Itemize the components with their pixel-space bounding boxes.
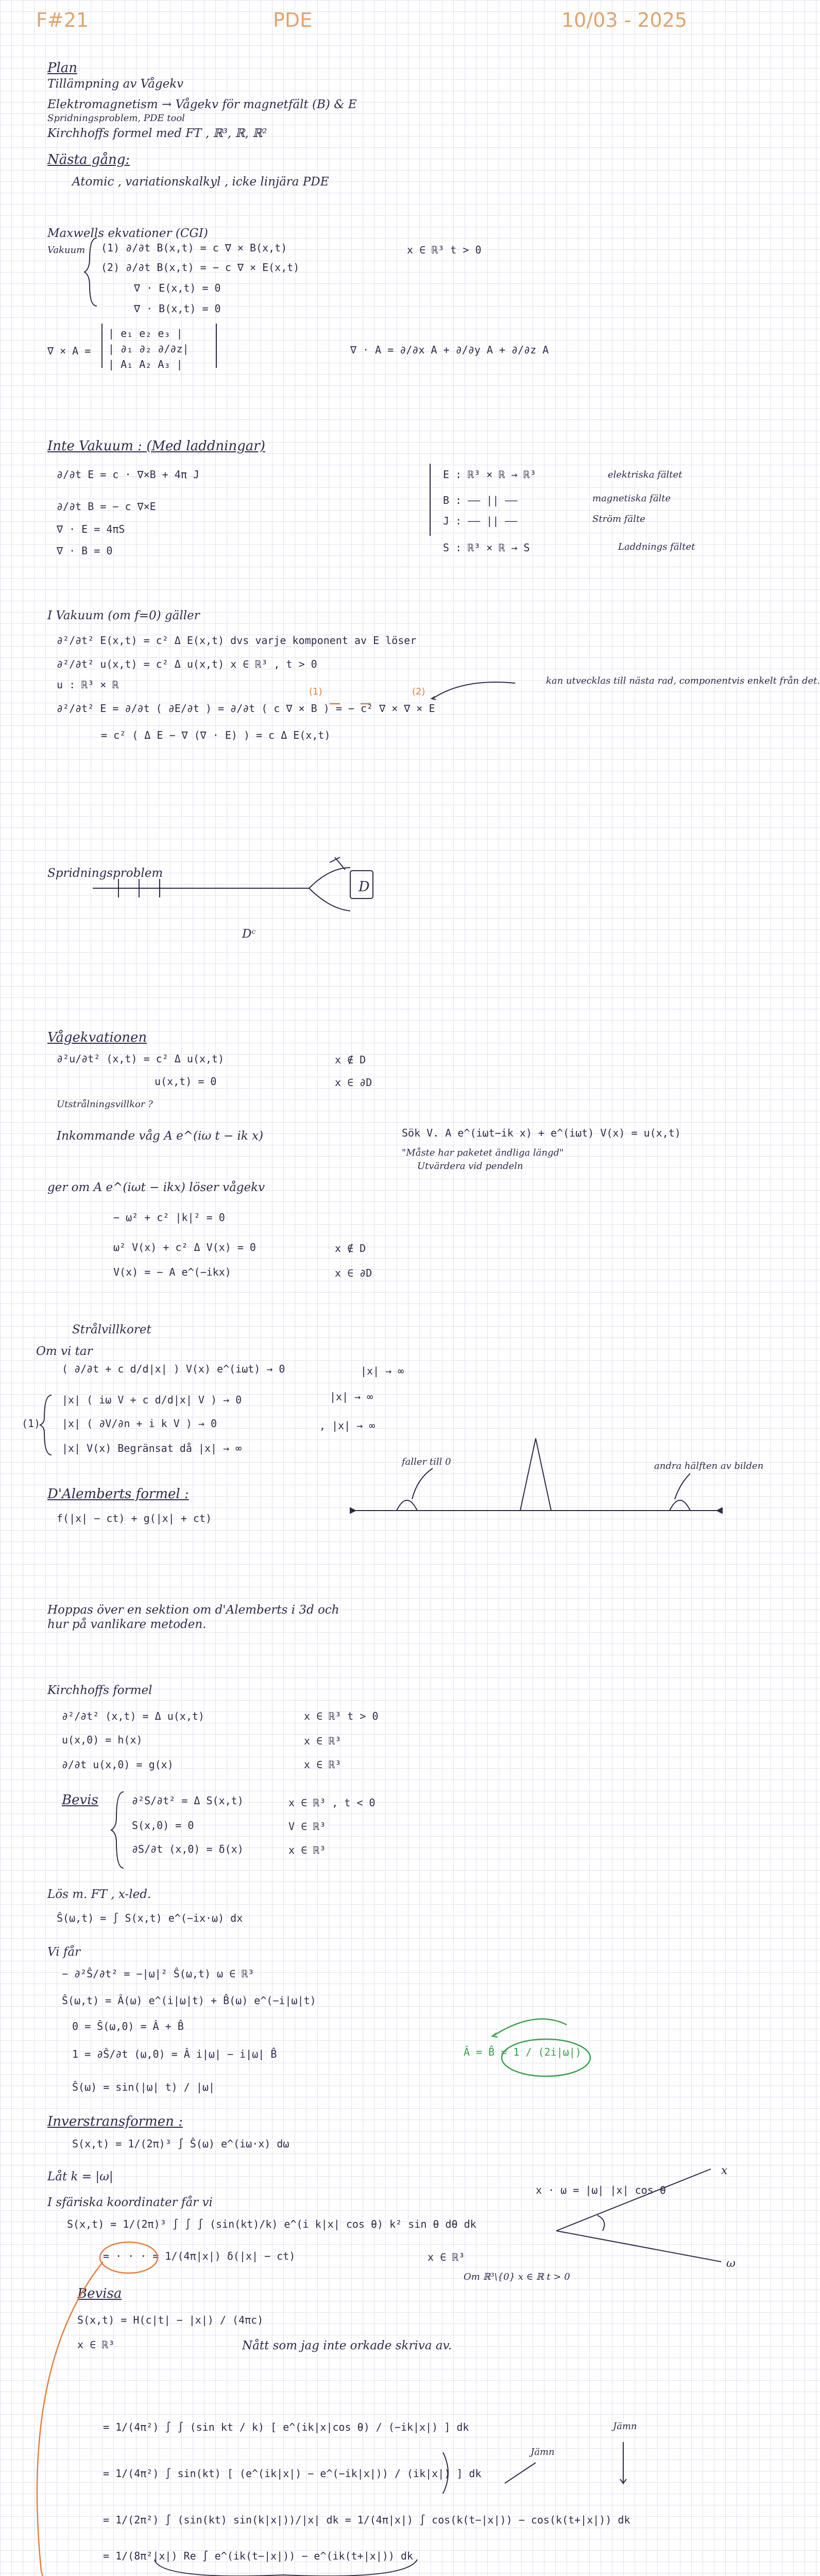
note-line: Utstrålningsvillkor ?: [57, 1099, 153, 1110]
note-line: Ström fälte: [592, 514, 645, 524]
note-line: ( ∂/∂t + c d/d|x| ) V(x) e^(iωt) → 0: [62, 1363, 285, 1375]
svg-text:(1): (1): [309, 686, 322, 697]
note-line: Om ℝ³\{0} x ∈ ℝ t > 0: [464, 2272, 570, 2282]
note-line: I sfäriska koordinater får vi: [47, 2196, 213, 2209]
note-line: Strålvillkoret: [72, 1323, 151, 1336]
note-line: |x| → ∞: [330, 1391, 373, 1403]
note-line: = 1/(4π²) ∫ ∫ (sin kt / k) [ e^(ik|x|cos θ) / (−ik|x|) ] dk: [103, 2421, 469, 2433]
note-line: = 1/(2π²) ∫ (sin(kt) sin(k|x|))/|x| dk = 1/(4π|x|) ∫ cos(k(t−|x|)) − cos(k(t+|x|)) dk: [103, 2514, 630, 2526]
note-line: Utvärdera vid pendeln: [417, 1161, 523, 1172]
note-line: − ∂²Ŝ/∂t² = −|ω|² Ŝ(ω,t) ω ∈ ℝ³: [62, 1968, 254, 1980]
note-line: Inte Vakuum : (Med laddningar): [47, 438, 265, 454]
note-line: Plan: [47, 60, 78, 76]
note-line: ∂S/∂t (x,0) = δ(x): [132, 1843, 244, 1855]
note-line: Inkommande våg A e^(iω t − ik x): [57, 1129, 264, 1143]
note-line: x ∈ ∂D: [335, 1076, 372, 1089]
note-line: 0 = Ŝ(ω,0) = Â + B̂: [72, 2020, 184, 2032]
note-line: Ŝ(ω,t) = Â(ω) e^(i|ω|t) + B̂(ω) e^(−i|ω|t): [62, 1994, 316, 2007]
header-left: F#21: [36, 9, 89, 31]
note-line: D: [358, 879, 370, 895]
note-line: S(x,0) = 0: [132, 1819, 194, 1832]
note-line: ∂²S/∂t² = Δ S(x,t): [132, 1794, 244, 1807]
note-line: ∇ · A = ∂/∂x A + ∂/∂y A + ∂/∂z A: [350, 344, 549, 356]
note-line: ∂/∂t E = c · ∇×B + 4π J: [57, 468, 199, 481]
note-line: ∇ · B = 0: [57, 545, 113, 557]
note-line: f(|x| − ct) + g(|x| + ct): [57, 1512, 212, 1524]
note-line: andra hälften av bilden: [654, 1461, 764, 1471]
note-line: x ∈ ∂D: [335, 1267, 372, 1279]
note-line: ∇ · E = 4πS: [57, 523, 125, 535]
orange-link-arrow: [37, 2262, 103, 2576]
note-line: Bevisa: [77, 2286, 122, 2301]
note-line: Laddnings fältet: [618, 541, 695, 552]
note-line: (2) ∂/∂t B(x,t) = − c ∇ × E(x,t): [101, 261, 300, 274]
note-line: x · ω = |ω| |x| cos θ: [536, 2184, 666, 2196]
note-line: S(x,t) = H(c|t| − |x|) / (4πc): [77, 2314, 264, 2326]
note-line: u(x,t) = 0: [155, 1075, 217, 1088]
header-date: 10/03 - 2025: [561, 9, 688, 31]
radiation-brace: [40, 1395, 52, 1455]
system-brace: [84, 238, 97, 306]
note-line: | A₁ A₂ A₃ |: [108, 358, 183, 370]
note-line: Vakuum: [47, 245, 86, 256]
note-line: | e₁ e₂ e₃ |: [108, 327, 183, 340]
note-line: D'Alemberts formel :: [47, 1486, 189, 1502]
note-line: kan utvecklas till nästa rad, componentvis enkelt från det.: [546, 675, 820, 686]
note-line: Låt k = |ω|: [47, 2170, 113, 2183]
note-line: Dᶜ: [242, 927, 256, 941]
note-line: |x| ( ∂V/∂n + i k V ) → 0: [62, 1417, 217, 1430]
note-line: Sök V. A e^(iωt−ik x) + e^(iωt) V(x) = u(x,t): [402, 1127, 681, 1139]
peak: [520, 1438, 551, 1511]
note-line: x ∉ D: [335, 1054, 366, 1066]
note-line: Jämn: [613, 2421, 637, 2432]
note-line: V(x) = − A e^(−ikx): [113, 1266, 231, 1278]
note-line: Â = B̂ = 1 / (2i|ω|): [464, 2046, 582, 2058]
note-line: = 1/(4π²) ∫ sin(kt) [ (e^(ik|x|) − e^(−ik|x|)) / (ik|x|) ] dk: [103, 2467, 482, 2480]
note-line: Vågekvationen: [47, 1030, 147, 1045]
note-line: Elektromagnetism → Vågekv för magnetfält (B) & E: [47, 98, 357, 111]
note-line: u(x,0) = h(x): [62, 1734, 143, 1746]
svg-text:x: x: [721, 2164, 728, 2177]
note-line: ∂²/∂t² u(x,t) = c² Δ u(x,t) x ∈ ℝ³ , t > 0: [57, 658, 317, 670]
note-line: x ∈ ℝ³: [304, 1758, 341, 1771]
note-line: Maxwells ekvationer (CGI): [47, 227, 208, 240]
note-line: ∇ · B(x,t) = 0: [134, 302, 221, 315]
note-line: x ∈ ℝ³: [428, 2251, 465, 2263]
note-line: Lös m. FT , x-led.: [47, 1888, 151, 1901]
note-line: Bevis: [62, 1792, 98, 1808]
note-line: Tillämpning av Vågekv: [47, 77, 184, 91]
svg-text:ω: ω: [726, 2257, 736, 2270]
note-line: ∂²u/∂t² (x,t) = c² Δ u(x,t): [57, 1053, 225, 1065]
note-line: |x| → ∞: [361, 1365, 404, 1377]
note-line: x ∈ ℝ³: [288, 1844, 326, 1856]
note-line: magnetiska fälte: [592, 493, 671, 504]
note-line: I Vakuum (om f=0) gäller: [47, 609, 200, 622]
note-line: ∂/∂t B = − c ∇×E: [57, 500, 156, 513]
note-line: hur på vanlikare metoden.: [47, 1618, 207, 1631]
note-line: ∂²/∂t² E(x,t) = c² Δ E(x,t) dvs varje komponent av E löser: [57, 634, 417, 647]
note-line: ∂²/∂t² (x,t) = Δ u(x,t): [62, 1710, 204, 1722]
note-line: "Måste har paketet ändliga längd": [402, 1147, 564, 1158]
wave-fronts: [118, 879, 160, 897]
note-line: S : ℝ³ × ℝ → S: [443, 541, 530, 554]
note-line: Ŝ(ω,t) = ∫ S(x,t) e^(−ix·ω) dx: [57, 1912, 243, 1924]
note-line: (1): [22, 1417, 41, 1430]
note-line: faller till 0: [402, 1456, 451, 1467]
note-line: Om vi tar: [36, 1345, 93, 1358]
note-line: (1) ∂/∂t B(x,t) = c ∇ × B(x,t): [101, 242, 287, 254]
note-line: x ∈ ℝ³ t > 0: [407, 244, 482, 256]
note-line: ger om A e^(iωt − ikx) löser vågekv: [47, 1181, 265, 1194]
note-line: ∇ × A =: [47, 345, 91, 357]
note-line: Ŝ(ω) = sin(|ω| t) / |ω|: [72, 2081, 215, 2093]
header-center: PDE: [273, 9, 313, 31]
note-line: ∂/∂t u(x,0) = g(x): [62, 1758, 174, 1771]
note-line: B : —— || ——: [443, 494, 518, 506]
note-line: S(x,t) = 1/(2π)³ ∫ Ŝ(ω) e^(iω·x) dω: [72, 2138, 289, 2150]
note-line: Kirchhoffs formel med FT , ℝ³, ℝ, ℝ²: [47, 127, 267, 140]
note-line: x ∈ ℝ³ , t < 0: [288, 1797, 375, 1809]
note-line: u : ℝ³ × ℝ: [57, 679, 119, 691]
note-line: Atomic , variationskalkyl , icke linjära PDE: [72, 175, 329, 189]
note-line: Spridningsproblem: [47, 867, 163, 880]
note-line: Inverstransformen :: [47, 2114, 183, 2129]
note-line: J : —— || ——: [443, 515, 518, 527]
note-line: = · · · = 1/(4π|x|) δ(|x| − ct): [103, 2250, 296, 2262]
note-line: Spridningsproblem, PDE tool: [47, 113, 185, 124]
svg-text:(2): (2): [412, 686, 425, 697]
note-line: = 1/(8π²|x|) Re ∫ e^(ik(t−|x|)) − e^(ik(t+|x|)) dk: [103, 2550, 414, 2562]
note-line: |x| ( iω V + c d/d|x| V ) → 0: [62, 1394, 242, 1406]
note-line: | ∂₁ ∂₂ ∂/∂z|: [108, 343, 189, 355]
note-line: elektriska fältet: [608, 469, 682, 480]
proof-brace: [111, 1792, 124, 1868]
note-line: Jämn: [531, 2447, 555, 2458]
note-line: ∇ · E(x,t) = 0: [134, 282, 221, 294]
note-line: E : ℝ³ × ℝ → ℝ³: [443, 468, 536, 481]
note-line: x ∈ ℝ³ t > 0: [304, 1710, 379, 1722]
note-line: , |x| → ∞: [319, 1419, 375, 1432]
note-line: x ∉ D: [335, 1242, 366, 1255]
note-line: x ∈ ℝ³: [77, 2338, 115, 2351]
note-line: ∂²/∂t² E = ∂/∂t ( ∂E/∂t ) = ∂/∂t ( c ∇ × B ) = − c² ∇ × ∇ × E: [57, 702, 435, 715]
note-line: Vi får: [47, 1945, 81, 1959]
note-line: |x| V(x) Begränsat då |x| → ∞: [62, 1442, 242, 1454]
note-line: S(x,t) = 1/(2π)³ ∫ ∫ ∫ (sin(kt)/k) e^(i k|x| cos θ) k² sin θ dθ dk: [67, 2218, 476, 2230]
note-line: V ∈ ℝ³: [288, 1820, 326, 1833]
note-line: x ∈ ℝ³: [304, 1735, 341, 1747]
note-line: Kirchhoffs formel: [47, 1684, 152, 1697]
note-line: 1 = ∂Ŝ/∂t (ω,0) = Â i|ω| − i|ω| B̂: [72, 2048, 277, 2060]
note-line: Nått som jag inte orkade skriva av.: [242, 2339, 452, 2352]
note-line: Hoppas över en sektion om d'Alemberts i 3d och: [47, 1603, 339, 1617]
note-line: Nästa gång:: [47, 152, 130, 167]
note-line: ω² V(x) + c² Δ V(x) = 0: [113, 1241, 256, 1253]
note-line: − ω² + c² |k|² = 0: [113, 1211, 225, 1224]
note-line: = c² ( Δ E − ∇ (∇ · E) ) = c Δ E(x,t): [101, 729, 331, 741]
green-arrow: [494, 2019, 567, 2035]
